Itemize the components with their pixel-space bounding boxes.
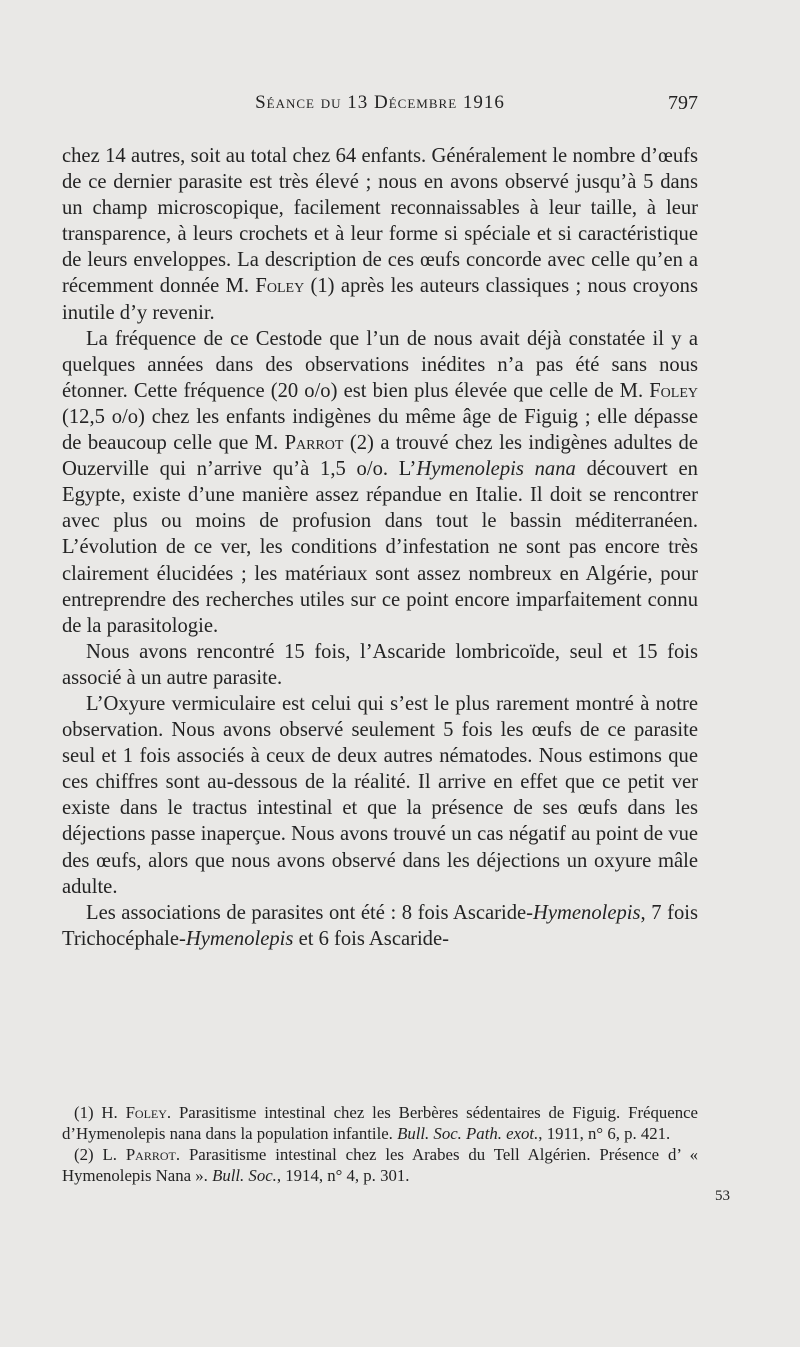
text-run: . Parasitisme intestinal chez les Arabes du Tell Algérien. Présence d’ « Hymenolepis Nana ». (62, 1145, 699, 1185)
text-run: (12,5 o/o) chez les enfants indigènes du même âge de Figuig ; elle dépasse de beaucoup celle que M. (62, 405, 698, 455)
text-run: (1) H. (74, 1103, 126, 1122)
author-name: Foley (255, 275, 305, 298)
body-text (62, 143, 698, 952)
paragraph (62, 639, 698, 691)
text-run: L’Oxyure vermiculaire est celui qui s’est le plus rarement montré à notre observation. Nous avons observé seulement 5 fois les œufs de ce parasite seul et 1 fois associés à ceux de deux autres nématodes. Nous estimons que ces chiffres sont au-dessous de la réalité. Il arrive en effet que ce petit ver existe dans le tractus intestinal et que la présence de ses œufs dans les déjections passe inaperçue. Nous avons trouvé un cas négatif au point de vue des œufs, alors que nous avons observé dans les déjections un oxyure mâle adulte. (62, 692, 698, 898)
paragraph (62, 900, 698, 952)
running-header (62, 92, 698, 122)
author-name: Foley (125, 1103, 167, 1122)
paragraph (62, 691, 698, 900)
text-run: Les associations de parasites ont été : 8 fois Ascaride- (86, 901, 533, 924)
text-run: La fréquence de ce Cestode que l’un de nous avait déjà constatée il y a quelques années dans des observations inédites n’a pas été sans nous étonner. Cette fréquence (20 o/o) est bien plus élevée que celle de M. (62, 327, 698, 402)
page-number: 797 (668, 92, 698, 114)
footnotes (62, 1102, 698, 1186)
author-name: Foley (649, 379, 698, 402)
author-name: Parrot (125, 1145, 176, 1164)
italic-text: Hymenolepis (185, 927, 294, 950)
footnote (62, 1102, 698, 1144)
paragraph (62, 143, 698, 326)
running-title: Séance du 13 Décembre 1916 (255, 92, 505, 113)
footnote (62, 1144, 698, 1186)
text-run: (2) a trouvé chez les indigènes adultes de Ouzerville qui n’arrive qu’à 1,5 o/o. L’ (62, 432, 698, 481)
text-run: , 1914, n° 4, p. 301. (276, 1166, 410, 1185)
italic-text: Bull. Soc. (212, 1166, 277, 1185)
text-run: découvert en Egypte, existe d’une manière assez répandue en Italie. Il doit se rencontrer avec plus ou moins de profusion dans tout le bassin méditerranéen. L’évolution de ce ver, les conditions d’infestation ne sont pas encore très clairement élucidées ; les matériaux sont assez nombreux en Algérie, pour entreprendre des recherches utiles sur ce point encore imparfaitement connu de la parasitologie. (62, 458, 698, 637)
text-run: . Parasitisme intestinal chez les Berbères sédentaires de Figuig. Fréquence d’Hymenolepis nana dans la population infantile. (62, 1103, 698, 1143)
text-run: (2) L. (74, 1145, 126, 1164)
text-run: , 1911, n° 6, p. 421. (538, 1124, 671, 1143)
text-run: chez 14 autres, soit au total chez 64 enfants. Généralement le nombre d’œufs de ce dernier parasite est très élevé ; nous en avons observé jusqu’à 5 dans un champ microscopique, facilement reconnaissables à leur taille, à leur transparence, à leurs crochets et à leur forme si spéciale et si caractéristique de leurs enveloppes. La description de ces œufs concorde avec celle qu’en a récemment donnée M. (62, 145, 698, 298)
italic-text: Bull. Soc. Path. exot. (397, 1124, 539, 1143)
italic-text: Hymenolepis nana (416, 458, 576, 481)
text-run: et 6 fois Ascaride- (293, 927, 449, 950)
text-run: , 7 fois Trichocéphale- (62, 901, 698, 950)
text-run: (1) après les auteurs classiques ; nous croyons inutile d’y revenir. (62, 275, 698, 324)
author-name: Parrot (284, 432, 344, 455)
italic-text: Hymenolepis (533, 901, 641, 924)
paragraph (62, 326, 698, 639)
signature-mark: 53 (715, 1188, 730, 1204)
text-run: Nous avons rencontré 15 fois, l’Ascaride lombricoïde, seul et 15 fois associé à un autre parasite. (62, 640, 698, 689)
